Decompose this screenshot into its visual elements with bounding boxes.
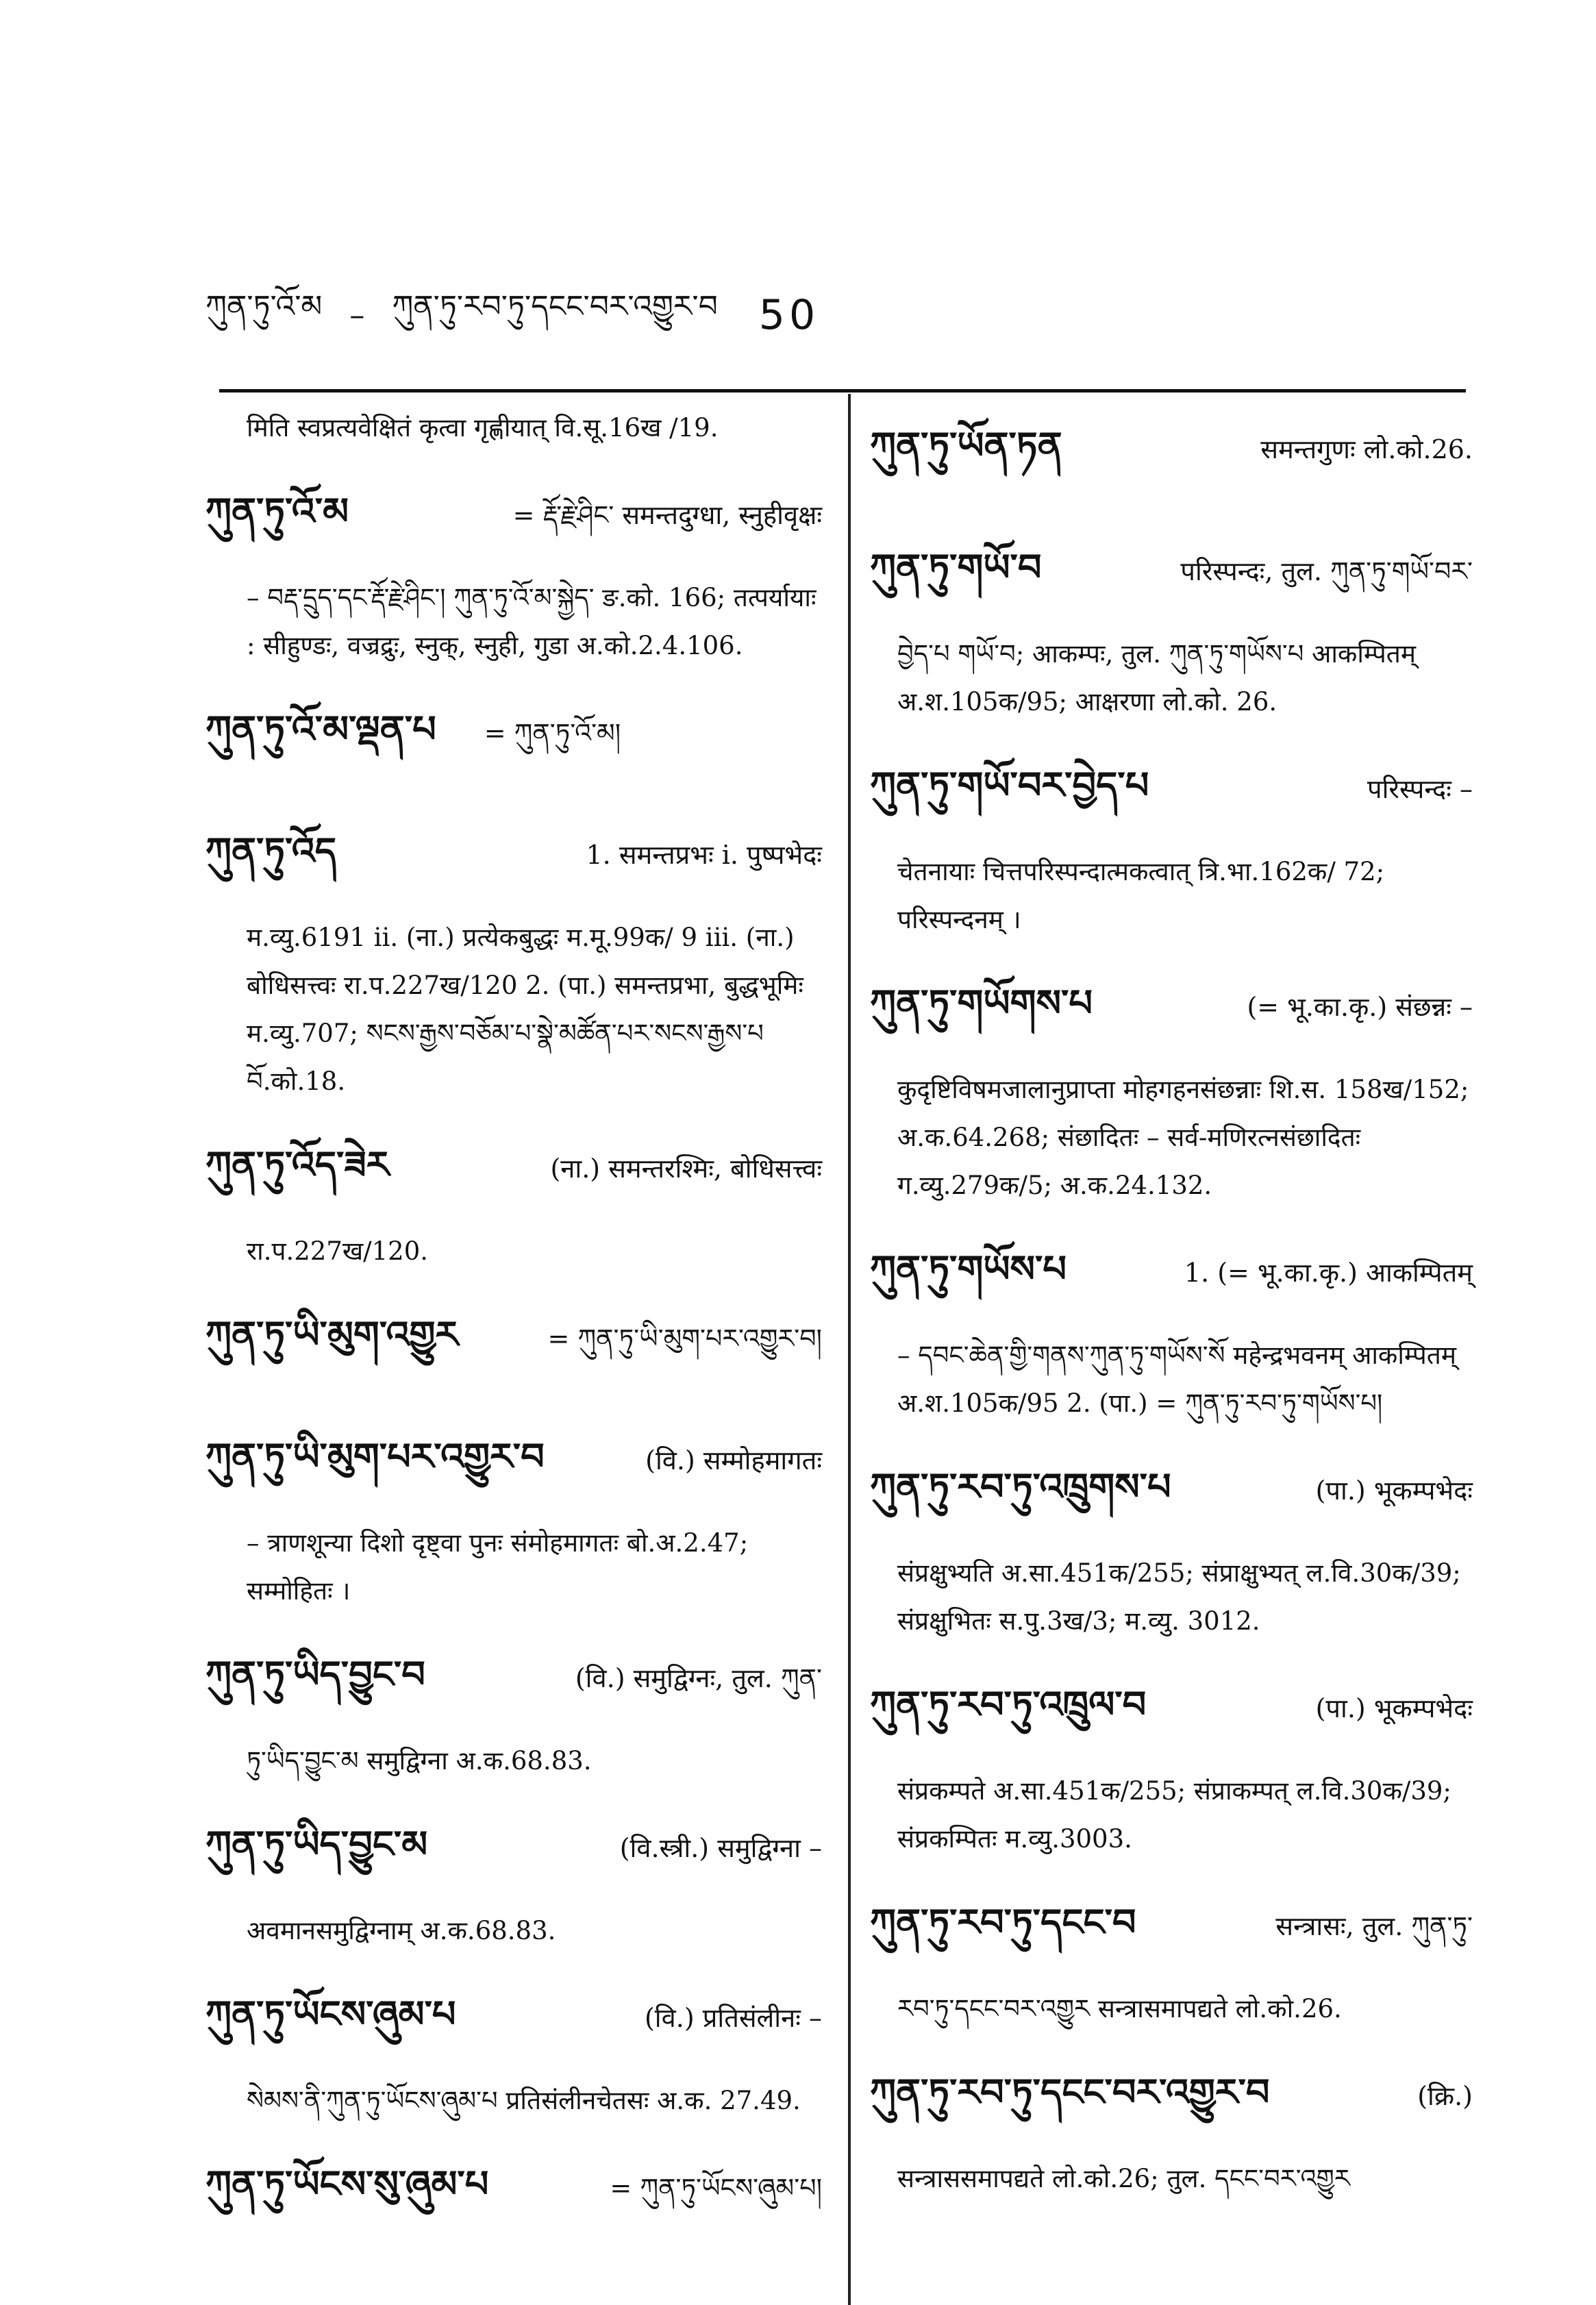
entry-gloss: = ཀུན་ཏུ་ཡོངས་ཞུམ་པ། bbox=[610, 2173, 822, 2203]
dictionary-entry bbox=[205, 2143, 822, 2247]
dictionary-entry bbox=[870, 1445, 1473, 1645]
dictionary-entry bbox=[205, 1973, 822, 2125]
headword: ཀུན་ཏུ་འོ་མ bbox=[205, 490, 349, 533]
entry-gloss: परिस्पन्दः – bbox=[1367, 774, 1473, 804]
entry-gloss: 1. समन्तप्रभः i. पुष्पभेदः bbox=[586, 840, 822, 870]
continuation-text bbox=[205, 404, 822, 452]
headword: ཀུན་ཏུ་ཡོངས་སུ་ཞུམ་པ bbox=[205, 2163, 489, 2206]
dictionary-entry bbox=[205, 1293, 822, 1397]
header-rule bbox=[219, 389, 1466, 393]
headword: ཀུན་ཏུ་རབ་ཏུ་འཁྲུགས་པ bbox=[870, 1465, 1171, 1508]
entry-gloss: (ना.) समन्तरश्मिः, बोधिसत्त्वः bbox=[550, 1154, 822, 1184]
dictionary-entry bbox=[870, 1663, 1473, 1863]
running-header bbox=[205, 288, 890, 342]
headword: ཀུན་ཏུ་རབ་ཏུ་དངང་བར་འགྱུར་བ bbox=[870, 2071, 1270, 2114]
headword: ཀུན་ཏུ་ཡིད་བྱུང་བ bbox=[205, 1653, 425, 1696]
entry-gloss: (वि.) समुद्विग्नः, तुल. ཀུན་ bbox=[575, 1663, 822, 1693]
dictionary-entry bbox=[205, 688, 822, 792]
entry-body: – དབང་ཆེན་གྱི་གནས་ཀུན་ཏུ་གཡོས་སོ महेन्द्रभवनम् आकम्पितम् अ.श.105क/95 2. (पा.) = ཀུན་ཏུ་རབ་ཏུ་གཡོས་པ། bbox=[897, 1341, 1456, 1418]
dictionary-entry bbox=[205, 810, 822, 1106]
column-divider bbox=[848, 394, 851, 2305]
entry-body: – त्राणशून्या दिशो दृष्ट्वा पुनः संमोहमागतः बो.अ.2.47; सम्मोहितः । bbox=[247, 1528, 749, 1606]
dictionary-entry bbox=[205, 1415, 822, 1615]
header-dash: – bbox=[349, 297, 365, 333]
dictionary-entry bbox=[870, 526, 1473, 726]
entry-body: – བརྡ་དྲུད་དང་རྡོ་རྗེ་ཤིང་། ཀུན་ཏུ་འོ་མ་སྐྱེད་ ङ.को. 166; तत्पर्यायाः : सीहुण्डः, वज्रद्रुः, स्नुक्, स्नुही, गुडा अ.को.2.4.106. bbox=[247, 583, 816, 660]
left-column bbox=[205, 404, 822, 2265]
entry-gloss: (पा.) भूकम्पभेदः bbox=[1315, 1693, 1473, 1723]
headword: ཀུན་ཏུ་ཡོངས་ཞུམ་པ bbox=[205, 1993, 456, 2036]
entry-gloss: = རྡོ་རྗེ་ཤིང་ समन्तदुग्धा, स्नुहीवृक्षः bbox=[512, 500, 822, 530]
dictionary-entry bbox=[870, 962, 1473, 1210]
headword: ཀུན་ཏུ་རབ་ཏུ་འཁྲུལ་བ bbox=[870, 1683, 1147, 1726]
headword: ཀུན་ཏུ་འོད bbox=[205, 830, 337, 873]
headword: ཀུན་ཏུ་ཡི་མུག་འགྱུར bbox=[205, 1313, 459, 1356]
headword: ཀུན་ཏུ་གཡོས་པ bbox=[870, 1247, 1067, 1291]
entry-gloss: समन्तगुणः लो.को.26. bbox=[1260, 434, 1473, 464]
right-column bbox=[870, 404, 1473, 2221]
headword: ཀུན་ཏུ་ཡི་མུག་པར་འགྱུར་བ bbox=[205, 1435, 545, 1478]
page-number: 50 bbox=[758, 291, 820, 339]
entry-body: अवमानसमुद्विग्नाम् अ.क.68.83. bbox=[247, 1916, 556, 1945]
entry-body: चेतनायाः चित्तपरिस्पन्दात्मकत्वात् त्रि.भा.162क/ 72; परिस्पन्दनम् । bbox=[897, 857, 1385, 934]
entry-gloss: परिस्पन्दः, तुल. ཀུན་ཏུ་གཡོ་བར་ bbox=[1180, 556, 1473, 586]
entry-body: म.व्यु.6191 ii. (ना.) प्रत्येकबुद्धः म.मू.99क/ 9 iii. (ना.) बोधिसत्त्वः रा.प.227ख/120 2. (पा.) समन्तप्रभा, बुद्धभूमिः म.व्यु.707; སངས་རྒྱས་བཅོམ་པ་སྣེ་མཚོན་པར་སངས་རྒྱས་པ བོ.को.18. bbox=[247, 923, 803, 1096]
entry-gloss: 1. (= भू.का.कृ.) आकम्पितम् bbox=[1184, 1258, 1473, 1288]
entry-body: सन्त्राससमापद्यते लो.को.26; तुल. དངང་བར་འགྱུར bbox=[897, 2164, 1350, 2193]
headword: ཀུན་ཏུ་རབ་ཏུ་དངང་བ bbox=[870, 1901, 1136, 1944]
entry-gloss: सन्त्रासः, तुल. ཀུན་ཏུ་ bbox=[1275, 1911, 1473, 1941]
dictionary-entry bbox=[870, 404, 1473, 508]
dictionary-entry bbox=[870, 744, 1473, 944]
headword: ཀུན་ཏུ་གཡོགས་པ bbox=[870, 982, 1093, 1025]
dictionary-entry bbox=[870, 1881, 1473, 2033]
entry-gloss: (क्रि.) bbox=[1417, 2081, 1473, 2111]
dictionary-entry bbox=[870, 2051, 1473, 2203]
entry-gloss: (पा.) भूकम्पभेदः bbox=[1315, 1475, 1473, 1506]
headword: ཀུན་ཏུ་འོད་ཟེར bbox=[205, 1143, 390, 1186]
headword: ཀུན་ཏུ་གཡོ་བ bbox=[870, 546, 1042, 589]
dictionary-entry bbox=[205, 1633, 822, 1785]
header-last-word: ཀུན་ཏུ་རབ་ཏུ་དངང་བར་འགྱུར་བ bbox=[392, 289, 718, 324]
entry-body: རབ་ཏུ་དངང་བར་འགྱུར सन्त्रासमापद्यते लो.को.26. bbox=[897, 1994, 1342, 2023]
headword: ཀུན་ཏུ་ཡོན་ཏན bbox=[870, 424, 1062, 467]
entry-body: कुदृष्टिविषमजालानुप्राप्ता मोहगहनसंछन्नाः शि.स. 158ख/152; अ.क.64.268; संछादितः – सर्व-मणिरत्नसंछादितः ग.व्यु.279क/5; अ.क.24.132. bbox=[897, 1075, 1469, 1200]
entry-gloss: = ཀུན་ཏུ་འོ་མ། bbox=[484, 718, 621, 748]
dictionary-entry bbox=[870, 1228, 1473, 1428]
headword: ཀུན་ཏུ་འོ་མ་ལྡན་པ bbox=[205, 708, 436, 751]
headword: ཀུན་ཏུ་གཡོ་བར་བྱེད་པ bbox=[870, 764, 1149, 807]
entry-gloss: (वि.) सम्मोहमागतः bbox=[645, 1445, 822, 1475]
continuation-body: मिति स्वप्रत्यवेक्षितं कृत्वा गृह्णीयात् वि.सू.16ख /19. bbox=[247, 413, 719, 443]
entry-body: ཏུ་ཡིད་བྱུང་མ समुद्विग्ना अ.क.68.83. bbox=[247, 1746, 592, 1776]
headword: ཀུན་ཏུ་ཡིད་བྱུང་མ bbox=[205, 1823, 428, 1866]
entry-body: संप्रक्षुभ्यति अ.सा.451क/255; संप्राक्षुभ्यत् ल.वि.30क/39; संप्रक्षुभितः स.पु.3ख/3; म.व्यु. 3012. bbox=[897, 1558, 1461, 1636]
entry-gloss: (वि.स्त्री.) समुद्विग्ना – bbox=[619, 1833, 822, 1863]
dictionary-entry bbox=[205, 470, 822, 670]
entry-gloss: (= भू.का.कृ.) संछन्नः – bbox=[1247, 992, 1473, 1022]
dictionary-entry bbox=[205, 1123, 822, 1275]
entry-body: संप्रकम्पते अ.सा.451क/255; संप्राकम्पत् ल.वि.30क/39; संप्रकम्पितः म.व्यु.3003. bbox=[897, 1776, 1451, 1854]
entry-body: रा.प.227ख/120. bbox=[247, 1236, 428, 1266]
dictionary-entry bbox=[205, 1803, 822, 1955]
entry-gloss: = ཀུན་ཏུ་ཡི་མུག་པར་འགྱུར་བ། bbox=[547, 1323, 822, 1354]
entry-body: སེམས་ནི་ཀུན་ཏུ་ཡོངས་ཞུམ་པ प्रतिसंलीनचेतसः अ.क. 27.49. bbox=[247, 2086, 801, 2115]
entry-gloss: (वि.) प्रतिसंलीनः – bbox=[644, 2003, 822, 2033]
entry-body: བྱེད་པ གཡོ་བ; आकम्पः, तुल. ཀུན་ཏུ་གཡོས་པ आकम्पितम् अ.श.105क/95; आक्षरणा लो.को. 26. bbox=[897, 639, 1416, 717]
header-first-word: ཀུན་ཏུ་འོ་མ bbox=[205, 289, 323, 324]
